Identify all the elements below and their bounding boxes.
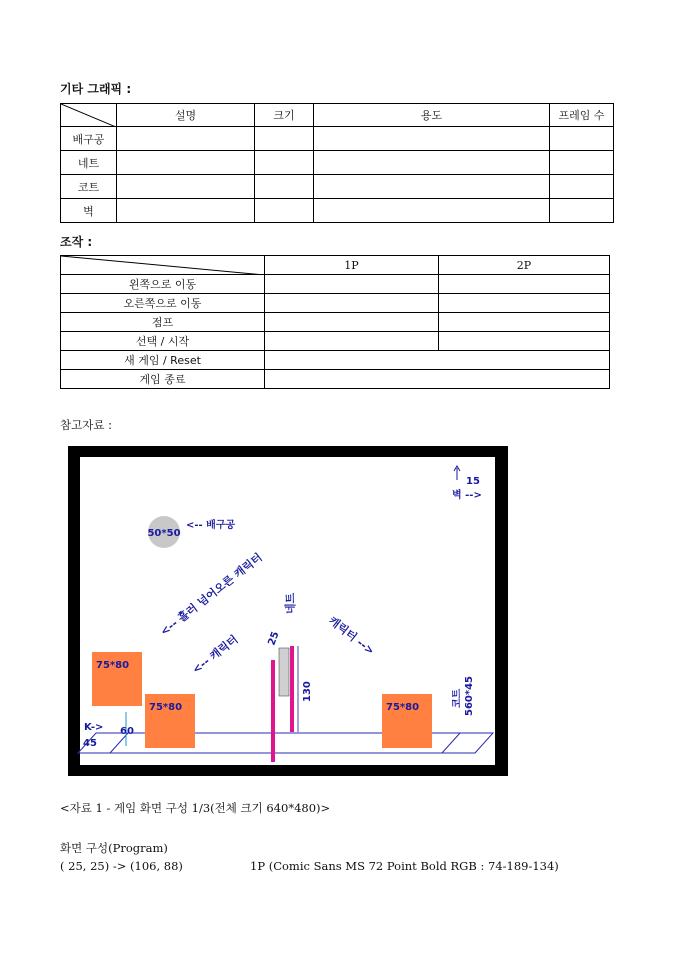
net-height-label: 130 (302, 681, 313, 702)
graphics-table (60, 103, 614, 223)
char-size-label-1: 75*80 (96, 660, 130, 671)
screen-spec: 1P (Comic Sans MS 72 Point Bold RGB : 74-189-134) (250, 859, 559, 873)
wall-size: 15 (466, 476, 480, 487)
net-post-left (271, 660, 275, 762)
margin-arrow-icon: K-> (84, 722, 104, 733)
header-frame-count: 프레임 수 (550, 104, 614, 127)
header-2p: 2P (439, 256, 610, 275)
wall-label: 벽 --> (452, 490, 482, 501)
row-label-wall: 벽 (61, 199, 117, 223)
diagonal-header-cell (61, 104, 117, 127)
character-right-label: 캐릭터 --> (326, 614, 377, 658)
ball-size-label: 50*50 (147, 528, 181, 539)
control-quit: 게임 종료 (61, 370, 265, 389)
header-usage: 용도 (314, 104, 550, 127)
row-label-court: 코트 (61, 175, 117, 199)
control-jump: 점프 (61, 313, 265, 332)
overflow-character-label: <-- 흘러 넘어오른 캐릭터 (157, 550, 265, 639)
net-mesh (279, 648, 289, 696)
margin-left-label: 45 (83, 738, 97, 749)
char-size-label-2: 75*80 (149, 702, 183, 713)
controls-diagonal-header (61, 256, 265, 275)
character-left-label: <-- 캐릭터 (189, 632, 241, 677)
court-size-label: 560*45 (464, 675, 475, 716)
header-description: 설명 (117, 104, 255, 127)
screen-section-title: 화면 구성(Program) (60, 841, 168, 855)
header-1p: 1P (265, 256, 439, 275)
court-label: 코트 (452, 688, 463, 708)
control-select-start: 선택 / 시작 (61, 332, 265, 351)
figure-caption: <자료 1 - 게임 화면 구성 1/3(전체 크기 640*480)> (60, 801, 331, 815)
screen-coords: ( 25, 25) -> (106, 88) (60, 859, 183, 873)
control-move-right: 오른쪽으로 이동 (61, 294, 265, 313)
game-screen-diagram (68, 446, 508, 776)
controls-section-title: 조작 : (60, 235, 93, 249)
controls-table (60, 255, 610, 389)
control-new-game-reset: 새 게임 / Reset (61, 351, 265, 370)
header-size: 크기 (255, 104, 314, 127)
row-label-net: 네트 (61, 151, 117, 175)
net-width-label: 25 (266, 630, 282, 648)
control-move-left: 왼쪽으로 이동 (61, 275, 265, 294)
net-post-right (290, 646, 294, 732)
reference-label: 참고자료 : (60, 418, 112, 432)
ball-label: <-- 배구공 (186, 520, 236, 531)
row-label-ball: 배구공 (61, 127, 117, 151)
gap-label: 60 (120, 726, 134, 737)
net-label: 네트 (284, 592, 297, 614)
char-size-label-3: 75*80 (386, 702, 420, 713)
graphics-section-title: 기타 그래픽 : (60, 82, 132, 96)
